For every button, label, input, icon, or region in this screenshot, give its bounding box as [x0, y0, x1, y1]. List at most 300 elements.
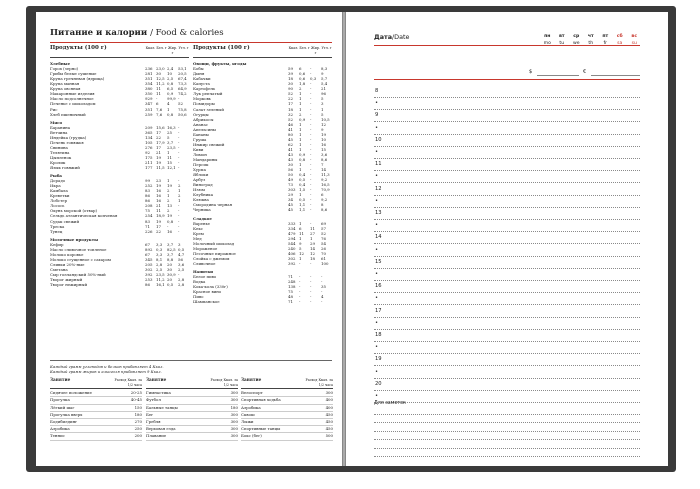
food-value: 61 — [321, 255, 326, 261]
food-value: 345 — [145, 256, 153, 262]
right-page — [346, 12, 668, 466]
activity-row — [146, 390, 238, 397]
activity-row — [146, 397, 238, 404]
food-value: - — [310, 182, 312, 188]
food-value: 16 — [167, 228, 172, 234]
food-value: 16,3 — [167, 124, 176, 130]
hour-row[interactable] — [374, 292, 640, 305]
food-value: 334 — [288, 225, 296, 231]
activity-header-name: Занятие — [146, 377, 167, 382]
food-value: - — [178, 223, 180, 229]
hour-label: • — [375, 124, 379, 131]
food-value: 0,5 — [299, 177, 306, 183]
food-value: - — [321, 299, 323, 305]
food-value: 70 — [321, 250, 326, 256]
hour-label: 15 — [375, 258, 382, 265]
activity-calories: 450 — [325, 426, 333, 432]
food-name: Слойка с джемом — [193, 255, 230, 261]
food-value: 1 — [299, 235, 302, 241]
food-name: Кролик — [50, 159, 66, 165]
food-value: 99,9 — [167, 96, 176, 102]
food-name: Дыня — [193, 71, 205, 77]
date-label-en: /Date — [392, 33, 410, 41]
activity-name: Лёгкий шаг — [50, 404, 75, 410]
column-header: Бел. г — [299, 46, 310, 50]
food-value: - — [299, 279, 301, 285]
food-value: - — [178, 218, 180, 224]
activity-row — [241, 405, 333, 412]
hour-row[interactable] — [374, 146, 640, 159]
hour-row[interactable] — [374, 207, 640, 220]
food-row — [50, 229, 189, 234]
food-value: 2,4 — [167, 66, 174, 72]
hour-row[interactable] — [374, 183, 640, 196]
activity-row — [50, 433, 142, 440]
weekday-label-ru: ср — [573, 34, 580, 39]
column-header: Бел. г — [156, 46, 167, 50]
food-value: 75 — [145, 208, 150, 214]
food-section-heading: Сладкое — [193, 215, 212, 221]
food-value: 11 — [156, 91, 161, 97]
food-value: 8 — [321, 202, 324, 208]
food-name: Хлеб пшеничный — [50, 111, 86, 117]
food-value: - — [310, 167, 312, 173]
food-value: 1 — [178, 188, 181, 194]
food-value: 23,0 — [156, 66, 165, 72]
hour-label: • — [375, 295, 379, 302]
food-value: - — [310, 101, 312, 107]
hour-label: 17 — [375, 307, 382, 314]
food-name: Бананы — [193, 131, 209, 137]
activity-calories: 400 — [325, 404, 333, 410]
hour-row[interactable] — [374, 195, 640, 208]
food-name: Макаронные изделия — [50, 91, 95, 97]
rate-rule — [374, 79, 640, 80]
food-value: 2,8 — [178, 277, 185, 283]
food-value: 75 — [288, 289, 293, 295]
food-value: - — [178, 149, 180, 155]
food-value: 20 — [167, 277, 172, 283]
food-value: - — [310, 81, 312, 87]
hour-row[interactable] — [374, 134, 640, 147]
food-value: 57 — [321, 225, 326, 231]
weekday-label-en: th — [588, 41, 594, 46]
food-section-heading: Хлебные — [50, 61, 71, 67]
activity-name: Спортивная ходьба — [241, 397, 281, 403]
food-name: Арбуз — [193, 177, 206, 183]
activity-name: Аэробика — [241, 404, 261, 410]
notes-line[interactable] — [374, 422, 640, 423]
activity-table-3 — [241, 378, 333, 441]
food-value: 2,8 — [156, 261, 163, 267]
food-section-heading: Напитки — [193, 268, 214, 274]
food-name: Груша — [193, 136, 207, 142]
date-label-ru: Дата — [374, 33, 393, 41]
food-value: - — [178, 129, 180, 135]
food-value: 90 — [288, 86, 293, 92]
notes-line[interactable] — [374, 431, 640, 432]
food-name: Кабачки — [193, 76, 211, 82]
date-rule — [374, 45, 640, 46]
food-value: 56 — [178, 256, 183, 262]
food-value: 5 — [321, 111, 324, 117]
hour-row[interactable] — [374, 390, 640, 403]
hour-row[interactable] — [374, 170, 640, 183]
dollar-rate-field[interactable] — [537, 75, 579, 76]
hour-row[interactable] — [374, 329, 640, 342]
hour-label: 10 — [375, 136, 382, 143]
food-name: Лимон — [193, 151, 207, 157]
food-value: 9 — [299, 240, 302, 246]
food-value: - — [156, 96, 158, 102]
food-value: 23,5 — [156, 271, 165, 277]
column-header: Угл. г — [178, 46, 189, 50]
food-value: 23,5 — [167, 144, 176, 150]
notes-line[interactable] — [374, 414, 640, 415]
food-value: 302 — [145, 266, 153, 272]
food-value: 15 — [321, 146, 326, 152]
food-section-heading: Мясо — [50, 119, 63, 125]
food-value: 303 — [288, 187, 296, 193]
food-value: - — [310, 146, 312, 152]
food-value: 15 — [167, 159, 172, 165]
food-value: 18,9 — [156, 213, 165, 219]
food-value: 248 — [288, 279, 296, 285]
food-name: Мандарины — [193, 156, 218, 162]
food-name: Индейка (грудка) — [50, 134, 87, 140]
food-value: 12 — [321, 121, 326, 127]
note-line: Каждый грамм жиров и алкоголя прибавляет 9 Ккал. — [50, 369, 162, 374]
note-line: Каждый грамм углеводов и белков прибавляет 4 Ккал. — [50, 364, 164, 369]
food-row — [50, 112, 189, 117]
food-value: - — [310, 284, 312, 290]
activity-name: Футбол — [146, 397, 161, 403]
activity-table-header — [50, 378, 142, 389]
activity-calories: 270 — [134, 419, 142, 424]
food-value: 19 — [156, 183, 161, 189]
activity-name: Плавание — [146, 433, 167, 439]
food-value: 253 — [145, 277, 153, 283]
food-value: 6,5 — [167, 86, 174, 92]
food-value: - — [310, 202, 312, 208]
food-value: - — [178, 271, 180, 277]
hour-row[interactable] — [374, 280, 640, 293]
food-value: 70,9 — [321, 187, 330, 193]
food-name: Морковь — [193, 96, 211, 102]
food-value: 1 — [167, 193, 170, 199]
food-value: 302 — [288, 255, 296, 261]
food-name: Сыр голландский 50%-ный — [50, 271, 106, 277]
food-value: - — [310, 116, 312, 122]
food-value: 18 — [288, 106, 293, 112]
activity-table-header — [241, 378, 333, 389]
food-value: - — [299, 274, 301, 280]
page-title — [50, 28, 224, 38]
food-value: - — [310, 136, 312, 142]
food-value: 11 — [299, 230, 304, 236]
weekday-label-ru: сб — [616, 34, 623, 39]
food-value: 479 — [288, 230, 296, 236]
food-value: - — [178, 213, 180, 219]
hour-row[interactable] — [374, 85, 640, 98]
food-value: 11 — [156, 208, 161, 214]
food-value: 892 — [145, 246, 153, 252]
food-value: - — [178, 178, 180, 184]
food-value: 259 — [145, 111, 153, 117]
food-name: Молоко сгущенное с сахаром — [50, 256, 111, 262]
food-value: - — [321, 289, 323, 295]
food-value: 0,5 — [167, 282, 174, 288]
food-value: 16 — [321, 141, 326, 147]
notes-line[interactable] — [374, 448, 640, 449]
food-row — [193, 261, 332, 266]
weekday-label-en: we — [572, 41, 580, 46]
food-name: Печенье с шоколадом — [50, 101, 96, 107]
hour-label: • — [375, 271, 379, 277]
hour-label: 18 — [375, 332, 382, 338]
food-value: 347 — [145, 101, 153, 107]
food-value: 1,1 — [299, 202, 306, 208]
notes-line[interactable] — [374, 439, 640, 440]
food-name: Крупа гречневая (ядрица) — [50, 76, 105, 82]
food-value: 2,5 — [156, 266, 163, 272]
hour-row[interactable] — [374, 366, 640, 379]
column-header-product: Продукты (100 г) — [193, 45, 250, 51]
food-value: 11,3 — [321, 172, 330, 178]
food-table-right — [193, 46, 332, 304]
food-name: Мед — [193, 235, 202, 241]
food-value: 67 — [145, 251, 150, 257]
food-value: - — [310, 106, 312, 112]
food-value: 3,6 — [321, 151, 328, 157]
food-value: 2,5 — [167, 76, 174, 82]
food-value: 21 — [156, 149, 161, 155]
food-value: 11 — [167, 154, 172, 160]
food-value: 9 — [321, 126, 324, 132]
food-table-header — [193, 46, 332, 58]
activity-calories: 40-45 — [130, 397, 142, 403]
hour-row[interactable] — [374, 378, 640, 391]
food-value: - — [310, 91, 312, 97]
weekday-label-en: su — [631, 41, 637, 46]
food-value: - — [321, 279, 323, 285]
food-section-heading: Рыба — [50, 173, 62, 179]
food-value: 3,3 — [156, 251, 163, 257]
weekday-label-ru: пн — [544, 34, 551, 39]
activity-header-name: Занятие — [50, 377, 71, 382]
activity-calories: 180 — [134, 411, 142, 417]
activity-name: Верховая езда — [146, 426, 176, 432]
column-header: Жир. г — [167, 46, 178, 56]
food-value: 0,9 — [299, 151, 306, 157]
weekday-label-ru: вт — [558, 34, 565, 39]
food-value: 45 — [288, 202, 293, 208]
food-name: Капуста — [193, 81, 210, 87]
food-value: 20 — [167, 261, 172, 267]
food-name: Салат зеленый — [193, 106, 224, 112]
hour-row[interactable] — [374, 341, 640, 354]
food-value: 21 — [156, 203, 161, 209]
food-value: 50,6 — [178, 111, 187, 117]
food-value: 1,8 — [299, 81, 306, 87]
hour-label: • — [375, 246, 379, 253]
euro-rate-field[interactable] — [591, 75, 640, 76]
food-value: 20,5 — [178, 71, 187, 77]
food-value: - — [178, 154, 180, 160]
food-value: - — [310, 66, 312, 72]
food-value: 6 — [299, 225, 302, 231]
hour-label: 12 — [375, 185, 382, 192]
food-value: 3,7 — [167, 241, 174, 247]
food-value: 2,8 — [178, 282, 185, 288]
food-value: 19 — [167, 183, 172, 189]
hour-row[interactable] — [374, 219, 640, 232]
food-value: - — [178, 165, 180, 171]
hour-row[interactable] — [374, 97, 640, 110]
food-section-heading: Молочные продукты — [50, 236, 99, 242]
food-value: - — [310, 289, 312, 295]
food-value: 9 — [321, 71, 324, 77]
food-value: 74,2 — [178, 91, 187, 97]
food-value: 30 — [288, 81, 293, 87]
food-value: 26 — [321, 245, 326, 251]
food-value: 1,5 — [299, 187, 306, 193]
food-value: 27 — [310, 230, 315, 236]
hour-row[interactable] — [374, 305, 640, 318]
food-value: 0,6 — [299, 71, 306, 77]
food-value: 4,7 — [178, 251, 185, 257]
euro-rate-label: € — [583, 69, 587, 75]
food-value: - — [310, 86, 312, 92]
activity-name: Бодибилдинг — [50, 419, 78, 424]
food-value: 226 — [145, 228, 153, 234]
food-value: 48 — [288, 294, 293, 300]
food-name: Апельсины — [193, 126, 216, 132]
food-name: Дорадо — [50, 178, 66, 184]
food-value: 211 — [145, 159, 153, 165]
food-name: Кока-кола (330г) — [193, 284, 228, 290]
activity-calories: 500 — [325, 433, 333, 439]
food-name: Сметана — [50, 266, 68, 272]
food-value: 6 — [299, 66, 302, 72]
food-value: - — [178, 159, 180, 165]
hour-row[interactable] — [374, 244, 640, 257]
food-name: Ветчина — [50, 129, 68, 135]
food-value: 34 — [288, 197, 293, 203]
food-name: Лосось — [50, 203, 65, 209]
food-value: 14 — [321, 167, 326, 173]
food-value: 23 — [156, 178, 161, 184]
activity-row — [50, 405, 142, 412]
food-value: 1 — [299, 106, 302, 112]
notes-line[interactable] — [374, 456, 640, 457]
food-value: 11,5 — [156, 165, 165, 171]
food-value: 5 — [299, 245, 302, 251]
activity-row — [241, 397, 333, 404]
food-value: 0,8 — [167, 81, 174, 87]
food-value: 52 — [288, 91, 293, 97]
activity-calories: 250 — [134, 426, 142, 432]
food-value: - — [310, 187, 312, 193]
food-name: Сливочное — [193, 260, 216, 266]
food-value: 100 — [321, 260, 329, 266]
activity-name: Бег — [146, 411, 154, 417]
food-value: 17 — [156, 129, 161, 135]
food-value: 205 — [145, 261, 153, 267]
food-value: 96 — [321, 91, 326, 97]
hour-label: 11 — [375, 161, 382, 168]
food-value: 1 — [299, 91, 302, 97]
food-value: 3 — [178, 241, 181, 247]
food-value: 9,2 — [321, 177, 328, 183]
food-value: 14 — [310, 245, 315, 251]
food-value: 19 — [156, 218, 161, 224]
food-value: - — [310, 192, 312, 198]
food-value: 17 — [156, 223, 161, 229]
food-value: 49 — [288, 177, 293, 183]
food-value: 1 — [299, 131, 302, 137]
food-value: 15,6 — [156, 124, 165, 130]
activity-calories: 300 — [230, 426, 238, 432]
hour-row[interactable] — [374, 158, 640, 171]
calorie-note — [50, 364, 332, 374]
food-value: 276 — [145, 144, 153, 150]
food-value: 1 — [310, 235, 313, 241]
food-name: Печень говяжья — [50, 139, 84, 145]
food-value: 3,7 — [167, 251, 174, 257]
food-name: Киви — [193, 146, 204, 152]
food-value: 7,6 — [156, 111, 163, 117]
weekday-label-ru: пт — [602, 34, 609, 39]
activity-calories: 300 — [325, 390, 333, 396]
hour-row[interactable] — [374, 353, 640, 366]
food-value: 11 — [310, 225, 315, 231]
food-value: 1 — [299, 220, 302, 226]
hour-row[interactable] — [374, 256, 640, 269]
hour-row[interactable] — [374, 268, 640, 281]
food-value: 1 — [299, 141, 302, 147]
food-value: 25 — [167, 129, 172, 135]
food-value: 1 — [299, 255, 302, 261]
column-header: Жир. г — [310, 46, 321, 56]
food-value: 8,1 — [156, 256, 163, 262]
food-table-header — [50, 46, 189, 58]
food-value: - — [310, 121, 312, 127]
food-value: 3 — [321, 101, 324, 107]
hour-row[interactable] — [374, 109, 640, 122]
food-value: 17 — [156, 144, 161, 150]
hour-row[interactable] — [374, 317, 640, 330]
food-value: 18 — [310, 255, 315, 261]
food-name: Кефир — [50, 241, 64, 247]
food-name: Красное вино — [193, 289, 222, 295]
food-value: 0,3 — [310, 76, 317, 82]
food-name: Рис — [50, 106, 58, 112]
hour-label: • — [375, 319, 379, 326]
hour-row[interactable] — [374, 122, 640, 135]
food-value: 294 — [288, 235, 296, 241]
food-value: 99 — [145, 178, 150, 184]
food-value: 30,9 — [167, 271, 176, 277]
food-value: 209 — [145, 124, 153, 130]
food-name: Творог нежирный — [50, 282, 88, 288]
hour-row[interactable] — [374, 231, 640, 244]
activity-calories: 300 — [230, 397, 238, 403]
food-name: Кекс — [193, 225, 203, 231]
food-value: - — [310, 294, 312, 300]
food-value: - — [299, 284, 301, 290]
weekday-label-en: sa — [617, 41, 623, 46]
